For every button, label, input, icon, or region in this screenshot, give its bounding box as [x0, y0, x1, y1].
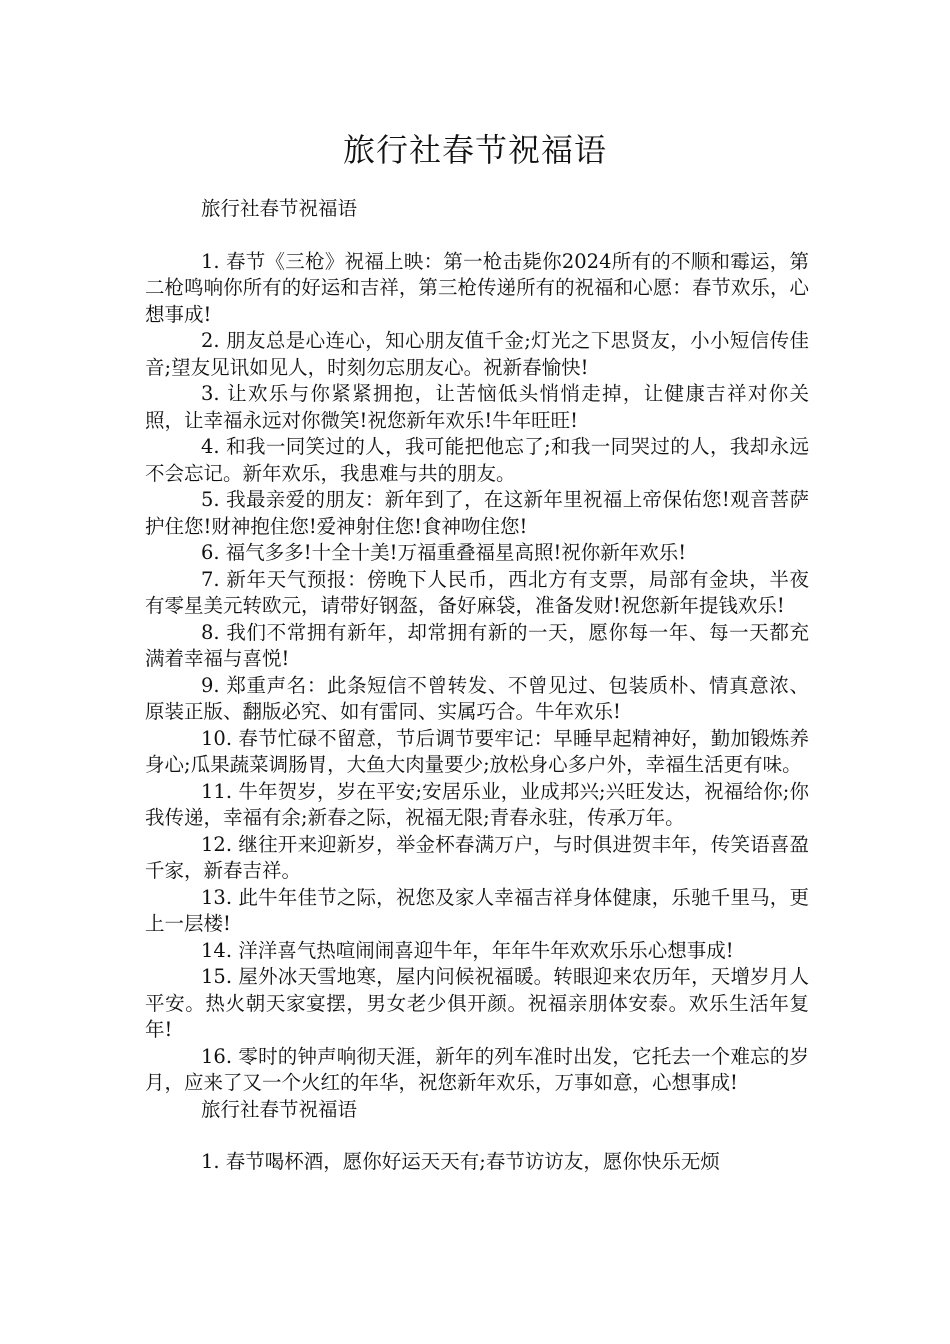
blessing-item-7: 7. 新年天气预报：傍晚下人民币，西北方有支票，局部有金块，半夜有零星美元转欧元，请带好钢盔，备好麻袋，准备发财!祝您新年提钱欢乐!	[145, 567, 809, 617]
blessing-item-2-1: 1. 春节喝杯酒，愿你好运天天有;春节访访友，愿你快乐无烦	[201, 1150, 720, 1173]
blessing-item-3: 3. 让欢乐与你紧紧拥抱，让苦恼低头悄悄走掉，让健康吉祥对你关照，让幸福永远对你微笑!祝您新年欢乐!牛年旺旺!	[145, 382, 809, 432]
blessing-item-15: 15. 屋外冰天雪地寒，屋内问候祝福暖。转眼迎来农历年，天增岁月人平安。热火朝天家宴摆，男女老少俱开颜。祝福亲朋体安泰。欢乐生活年复年!	[145, 965, 809, 1041]
blessing-item-4: 4. 和我一同笑过的人，我可能把他忘了;和我一同哭过的人，我却永远不会忘记。新年欢乐，我患难与共的朋友。	[145, 435, 809, 485]
document-title: 旅行社春节祝福语	[342, 131, 607, 169]
blessing-item-8: 8. 我们不常拥有新年，却常拥有新的一天，愿你每一年、每一天都充满着幸福与喜悦!	[145, 620, 809, 670]
blessing-item-6: 6. 福气多多!十全十美!万福重叠福星高照!祝你新年欢乐!	[201, 541, 687, 564]
blessing-item-11: 11. 牛年贺岁，岁在平安;安居乐业，业成邦兴;兴旺发达，祝福给你;你我传递，幸福有余;新春之际，祝福无限;青春永驻，传承万年。	[145, 779, 809, 829]
blessing-item-10: 10. 春节忙碌不留意，节后调节要牢记：早睡早起精神好，勤加锻炼养身心;瓜果蔬菜调肠胃，大鱼大肉量要少;放松身心多户外，幸福生活更有味。	[145, 726, 809, 776]
blessing-item-9: 9. 郑重声名：此条短信不曾转发、不曾见过、包装质朴、情真意浓、原装正版、翻版必究、如有雷同、实属巧合。牛年欢乐!	[145, 673, 809, 723]
blessing-item-1: 1. 春节《三枪》祝福上映：第一枪击毙你2024所有的不顺和霉运，第二枪鸣响你所有的好运和吉祥，第三枪传递所有的祝福和心愿：春节欢乐，心想事成!	[145, 249, 809, 326]
blessing-item-16: 16. 零时的钟声响彻天涯，新年的列车准时出发，它托去一个难忘的岁月，应来了又一个火红的年华，祝您新年欢乐，万事如意，心想事成!	[145, 1044, 809, 1094]
document-body	[145, 196, 809, 1176]
blessing-item-5: 5. 我最亲爱的朋友：新年到了，在这新年里祝福上帝保佑您!观音菩萨护住您!财神抱住您!爱神射住您!食神吻住您!	[145, 488, 809, 538]
section-heading-2: 旅行社春节祝福语	[201, 1097, 358, 1121]
section-heading: 旅行社春节祝福语	[201, 197, 358, 220]
blessing-item-12: 12. 继往开来迎新岁，举金杯春满万户，与时俱进贺丰年，传笑语喜盈千家，新春吉祥。	[145, 832, 809, 882]
blessing-item-14: 14. 洋洋喜气热喧闹闹喜迎牛年，年年牛年欢欢乐乐心想事成!	[201, 938, 734, 962]
blessing-item-13: 13. 此牛年佳节之际，祝您及家人幸福吉祥身体健康，乐驰千里马，更上一层楼!	[145, 885, 809, 935]
blessing-item-2: 2. 朋友总是心连心，知心朋友值千金;灯光之下思贤友，小小短信传佳音;望友见讯如见人，时刻勿忘朋友心。祝新春愉快!	[145, 329, 809, 379]
